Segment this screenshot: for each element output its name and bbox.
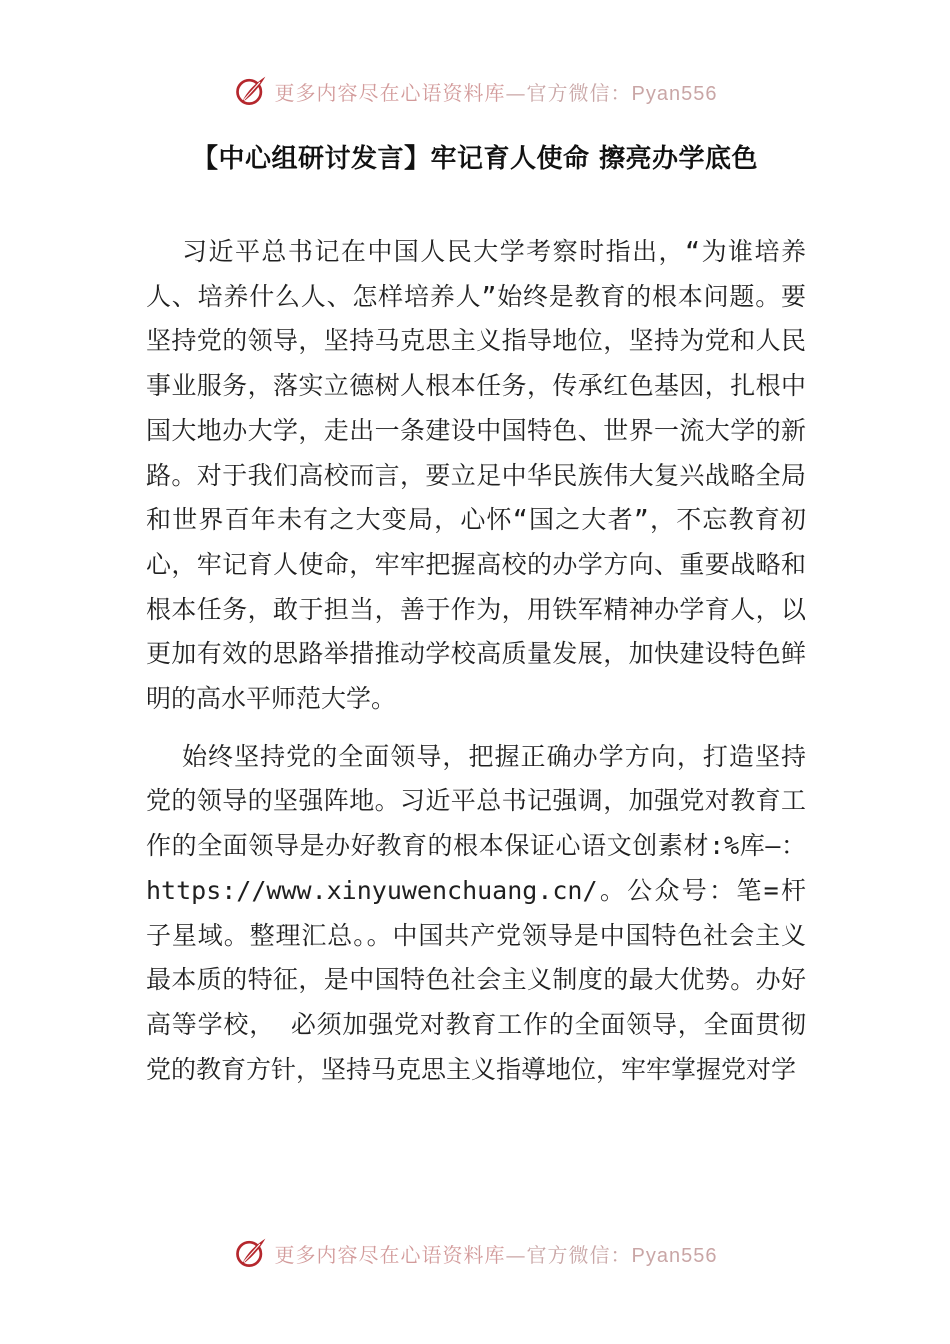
banner-dash: — — [505, 1242, 527, 1267]
banner-text — [275, 77, 718, 106]
header-banner — [0, 66, 950, 116]
banner-wechat-id: Pyan556 — [631, 1244, 718, 1267]
document-title: 【中心组研讨发言】牢记育人使命 擦亮办学底色 — [191, 144, 759, 174]
document-body — [146, 230, 806, 1092]
banner-brand: 更多内容尽在心语资料库 — [274, 1242, 506, 1267]
banner-wechat-label: 官方微信： — [526, 1242, 632, 1267]
paragraph-2: 始终坚持党的全面领导，把握正确办学方向，打造坚持党的领导的坚强阵地。习近平总书记强调，加强党对教育工作的全面领导是办好教育的根本保证心语文创素材:%库—：https://www.xinyuwenchuang.cn/。公众号：笔=杆子星域。整理汇总。。中国共产党领导是中国特色社会主义最本质的特征，是中国特色社会主义制度的最大优势。办好高等学校， 必须加强党对教育工作的全面领导，全面贯彻党的教育方针，坚持马克思主义指導地位，牢牢掌握党对学 — [146, 741, 806, 1084]
banner-wechat-label: 官方微信： — [526, 80, 632, 105]
banner-dash: — — [505, 80, 527, 105]
footer-banner — [0, 1228, 950, 1278]
banner-wechat-id: Pyan556 — [631, 82, 718, 105]
banner-brand: 更多内容尽在心语资料库 — [274, 80, 506, 105]
paragraph-1: 习近平总书记在中国人民大学考察时指出，“为谁培养人、培养什么人、怎样培养人”始终是教育的根本问题。要坚持党的领导，坚持马克思主义指导地位，坚持为党和人民事业服务，落实立德树人根本任务，传承红色基因，扎根中国大地办大学，走出一条建设中国特色、世界一流大学的新路。对于我们高校而言，要立足中华民族伟大复兴战略全局和世界百年未有之大变局，心怀“国之大者”，不忘教育初心，牢记育人使命，牢牢把握高校的办学方向、重要战略和根本任务，敢于担当，善于作为，用铁军精神办学育人，以更加有效的思路举措推动学校高质量发展，加快建设特色鲜明的高水平师范大学。 — [146, 237, 806, 714]
feather-quill-logo-icon — [233, 73, 269, 109]
feather-quill-logo-icon — [233, 1235, 269, 1271]
banner-text — [275, 1239, 718, 1268]
